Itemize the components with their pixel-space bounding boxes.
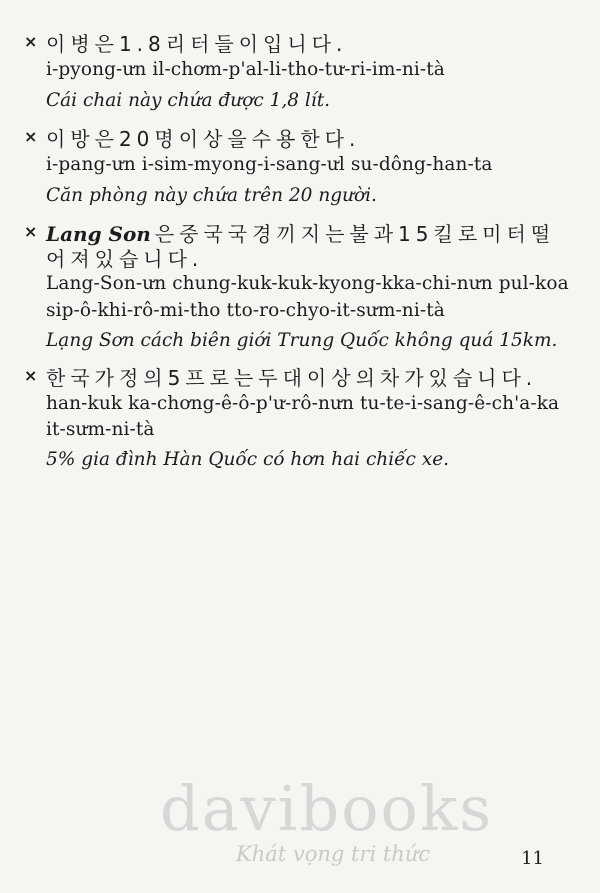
romanization-line: han-kuk ka-chơng-ê-ô-p'ư-rô-nưn tu-te-i-sang-ê-ch'a-ka (46, 393, 560, 414)
korean-sentence-part-2: 어져있습니다. (46, 247, 204, 271)
romanization-line: sip-ô-khi-rô-mi-tho tto-ro-chyo-it-sưm-ni-tà (46, 300, 445, 321)
vietnamese-translation: Căn phòng này chứa trên 20 người. (46, 185, 377, 206)
korean-sentence: 이병은1.8리터들이입니다. (46, 32, 348, 56)
romanization-line: i-pang-ưn i-sim-myong-i-sang-ưl su-dông-han-ta (46, 154, 493, 175)
romanization-line: Lang-Son-ưn chung-kuk-kuk-kyong-kka-chi-nưn pul-koa (46, 273, 569, 294)
vietnamese-translation: Lạng Sơn cách biên giới Trung Quốc không quá 15km. (46, 330, 558, 351)
bullet-icon: × (24, 127, 38, 146)
watermark-slogan: Khát vọng tri thức (236, 842, 431, 866)
vietnamese-translation: Cái chai này chứa được 1,8 lít. (46, 90, 331, 111)
korean-sentence: 이방은20명이상을수용한다. (46, 127, 361, 151)
romanization-line: it-sưm-ni-tà (46, 419, 155, 440)
bullet-icon: × (24, 32, 38, 51)
bullet-icon: × (24, 222, 38, 241)
place-name: Lang Son (46, 222, 151, 246)
bullet-icon: × (24, 366, 38, 385)
page-number: 11 (521, 848, 544, 869)
vietnamese-translation: 5% gia đình Hàn Quốc có hơn hai chiếc xe. (46, 449, 450, 470)
korean-sentence: 한국가정의5프로는두대이상의차가있습니다. (46, 366, 538, 390)
watermark-brand: davibooks (160, 772, 494, 845)
romanization-line: i-pyong-ưn il-chơm-p'al-li-tho-tư-ri-im-ni-tà (46, 59, 445, 80)
korean-sentence-part-1: 은중국국경끼지는불과15킬로미터떨 (154, 222, 556, 246)
